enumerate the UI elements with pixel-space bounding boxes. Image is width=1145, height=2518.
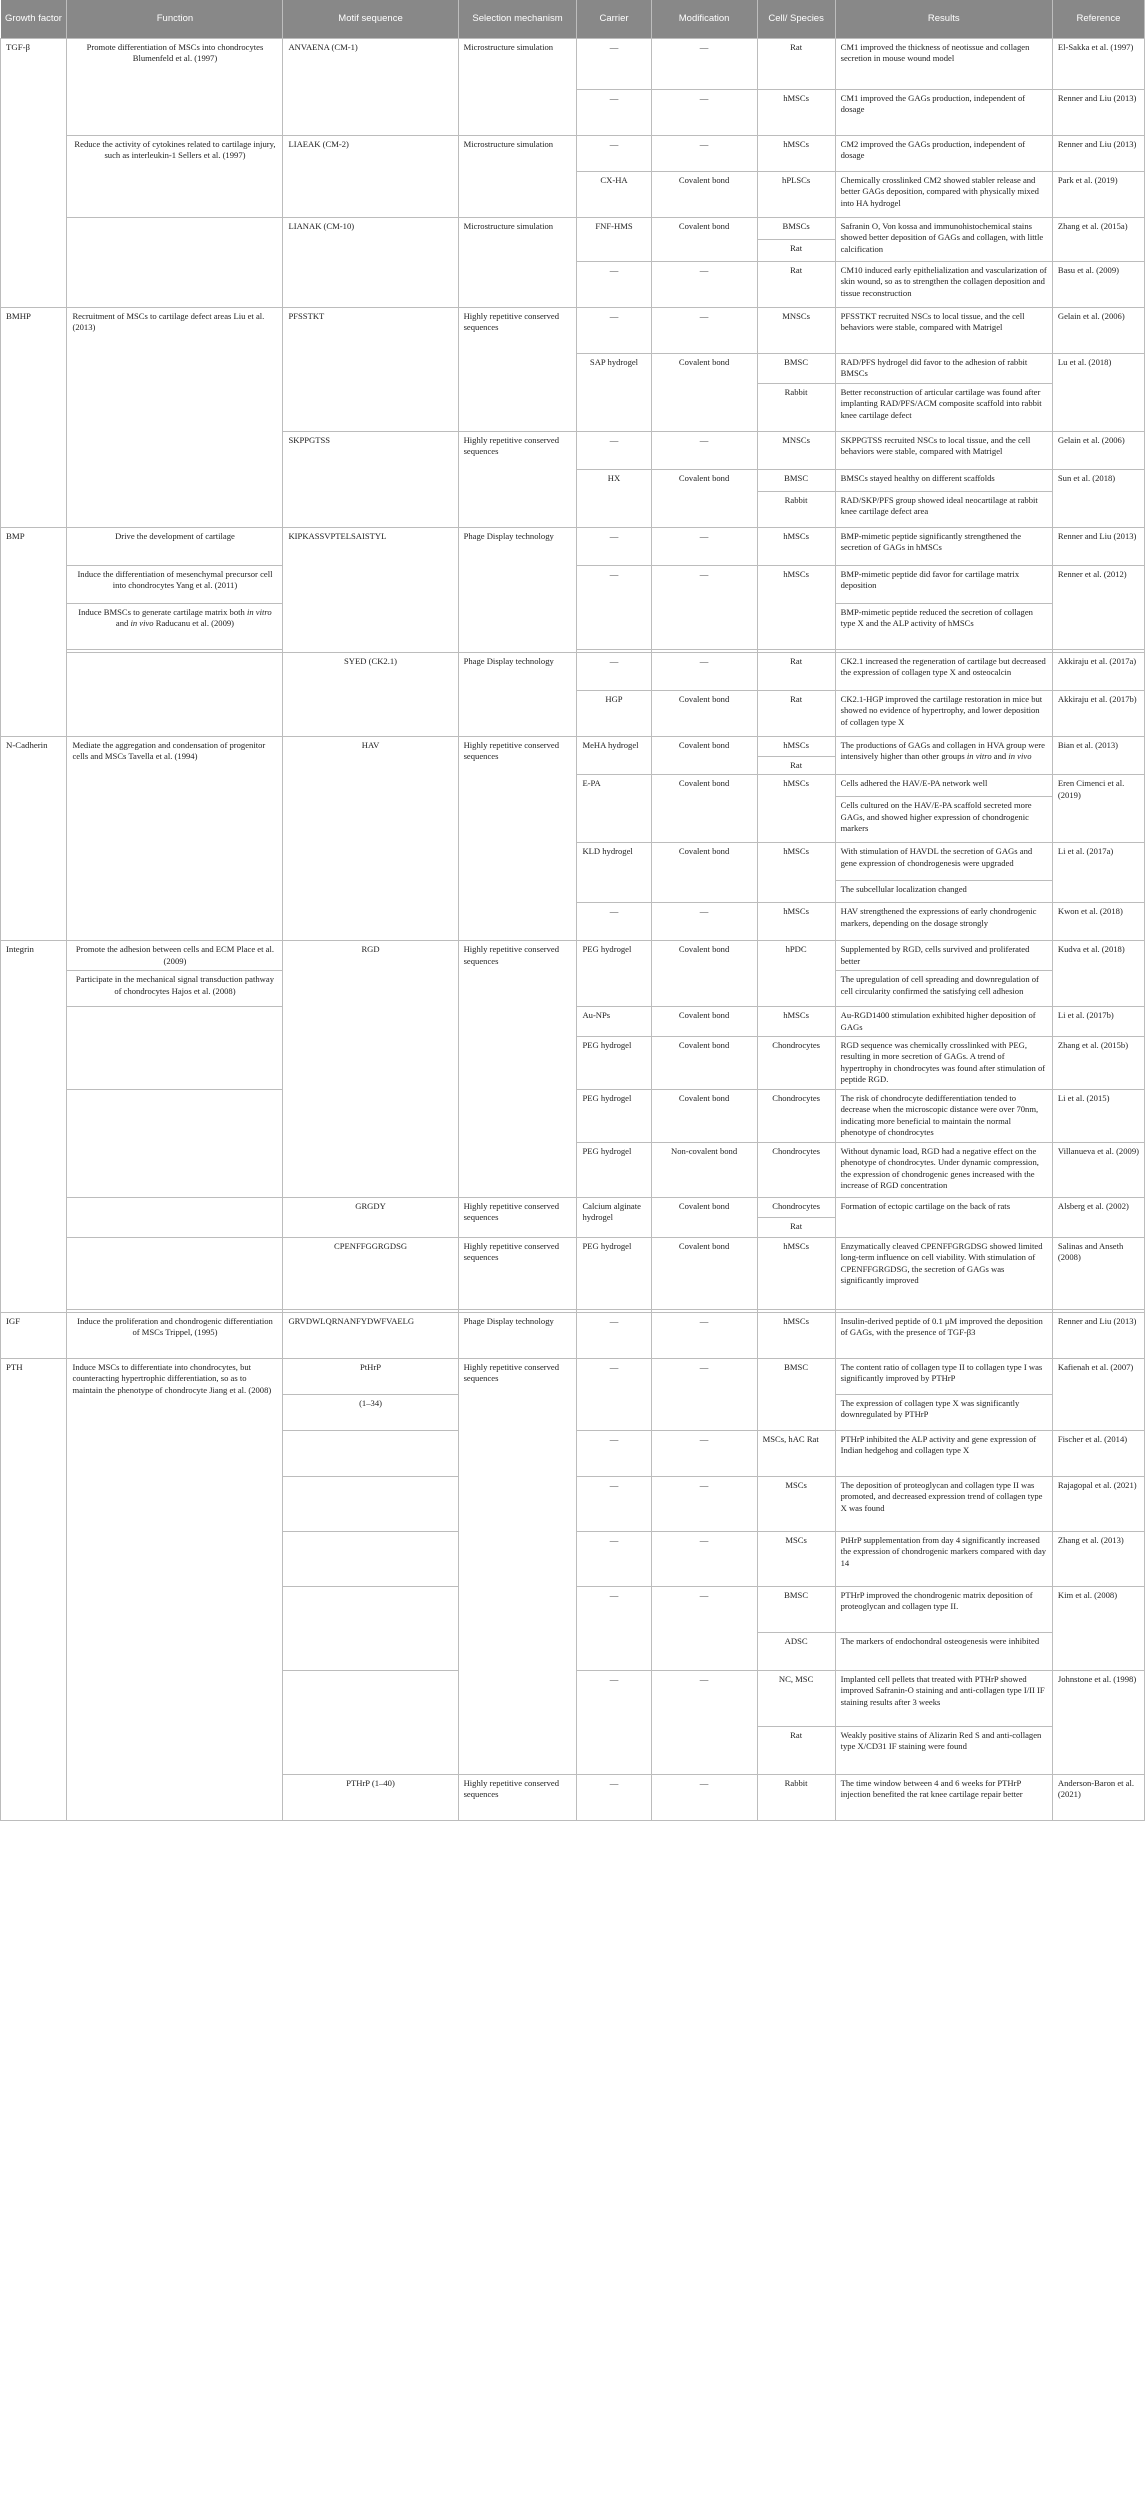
table-row	[1, 218, 1145, 240]
results-cell: BMP-mimetic peptide significantly strengthened the secretion of GAGs in hMSCs	[835, 528, 1052, 566]
carrier-cell: —	[577, 262, 651, 308]
growth-factor-cell: BMHP	[1, 308, 67, 528]
function-cell: Participate in the mechanical signal transduction pathway of chondrocytes Hajos et al. (2008)	[67, 971, 283, 1007]
cell-species-cell: Chondrocytes	[757, 1037, 835, 1090]
table-row	[1, 653, 1145, 691]
results-cell: CK2.1 increased the regeneration of cartilage but decreased the expression of collagen type X and osteocalcin	[835, 653, 1052, 691]
function-cell: Induce MSCs to differentiate into chondrocytes, but counteracting hypertrophic differentiation, so as to maintain the phenotype of chondrocyte Jiang et al. (2008)	[67, 1359, 283, 1821]
cell-species-cell: MNSCs	[757, 432, 835, 470]
modification-cell: —	[651, 903, 757, 941]
growth-factor-cell: IGF	[1, 1313, 67, 1359]
carrier-cell: —	[577, 653, 651, 691]
header-reference: Reference	[1052, 0, 1144, 39]
cell-species-cell: hMSCs	[757, 737, 835, 757]
modification-cell: —	[651, 1313, 757, 1359]
carrier-cell: —	[577, 566, 651, 650]
results-cell: Better reconstruction of articular cartilage was found after implanting RAD/PFS/ACM composite scaffold into rabbit knee cartilage defect	[835, 384, 1052, 432]
reference-cell: Akkiraju et al. (2017a)	[1052, 653, 1144, 691]
reference-cell: Zhang et al. (2015b)	[1052, 1037, 1144, 1090]
carrier-cell: CX-HA	[577, 172, 651, 218]
header-selection-mechanism: Selection mechanism	[458, 0, 577, 39]
header-cell-species: Cell/ Species	[757, 0, 835, 39]
carrier-cell: PEG hydrogel	[577, 1143, 651, 1198]
function-cell: Induce the proliferation and chondrogenic differentiation of MSCs Trippel, (1995)	[67, 1313, 283, 1359]
results-cell: The subcellular localization changed	[835, 881, 1052, 903]
cell-species-cell: BMSC	[757, 1587, 835, 1633]
modification-cell: Covalent bond	[651, 941, 757, 1007]
reference-cell: Renner and Liu (2013)	[1052, 1313, 1144, 1359]
growth-factor-cell: Integrin	[1, 941, 67, 1313]
reference-cell: Park et al. (2019)	[1052, 172, 1144, 218]
table-row	[1, 136, 1145, 172]
mechanism-cell: Highly repetitive conserved sequences	[458, 737, 577, 941]
carrier-cell: —	[577, 136, 651, 172]
motif-cell: GRGDY	[283, 1198, 458, 1238]
results-cell: PtHrP supplementation from day 4 significantly increased the expression of chondrogenic markers compared with day 14	[835, 1532, 1052, 1587]
header-results: Results	[835, 0, 1052, 39]
modification-cell: —	[651, 566, 757, 650]
carrier-cell: PEG hydrogel	[577, 1238, 651, 1310]
motif-cell	[283, 1671, 458, 1775]
modification-cell: Covalent bond	[651, 1198, 757, 1238]
cell-species-cell: MSCs, hAC Rat	[757, 1431, 835, 1477]
results-cell: Au-RGD1400 stimulation exhibited higher deposition of GAGs	[835, 1007, 1052, 1037]
cell-species-cell: Rabbit	[757, 1775, 835, 1821]
modification-cell: Covalent bond	[651, 1238, 757, 1310]
modification-cell: Covalent bond	[651, 775, 757, 843]
results-cell: PFSSTKT recruited NSCs to local tissue, and the cell behaviors were stable, compared with Matrigel	[835, 308, 1052, 354]
carrier-cell: —	[577, 1313, 651, 1359]
modification-cell: Covalent bond	[651, 1037, 757, 1090]
results-text-italic: in vitro	[966, 751, 992, 762]
results-cell: PTHrP improved the chondrogenic matrix deposition of proteoglycan and collagen type II.	[835, 1587, 1052, 1633]
mechanism-cell: Phage Display technology	[458, 653, 577, 737]
reference-cell: Li et al. (2017b)	[1052, 1007, 1144, 1037]
modification-cell: Covalent bond	[651, 218, 757, 262]
results-cell: Implanted cell pellets that treated with PTHrP showed improved Safranin-O staining and anti-collagen type I/II IF staining results after 3 weeks	[835, 1671, 1052, 1727]
modification-cell: —	[651, 1477, 757, 1532]
carrier-cell: —	[577, 432, 651, 470]
cell-species-cell: ADSC	[757, 1633, 835, 1671]
table-row	[1, 1313, 1145, 1359]
function-cell	[67, 653, 283, 737]
cell-species-cell: Chondrocytes	[757, 1143, 835, 1198]
reference-cell: Kudva et al. (2018)	[1052, 941, 1144, 1007]
carrier-cell: KLD hydrogel	[577, 843, 651, 903]
function-text: and	[115, 618, 131, 629]
modification-cell: Covalent bond	[651, 1090, 757, 1143]
motif-cell: SYED (CK2.1)	[283, 653, 458, 737]
carrier-cell: HX	[577, 470, 651, 528]
reference-cell: Bian et al. (2013)	[1052, 737, 1144, 775]
motif-cell: GRVDWLQRNANFYDWFVAELG	[283, 1313, 458, 1359]
reference-cell: Kwon et al. (2018)	[1052, 903, 1144, 941]
cell-species-cell: Rat	[757, 691, 835, 737]
results-cell: Safranin O, Von kossa and immunohistochemical stains showed better deposition of GAGs and collagen, with little calcification	[835, 218, 1052, 262]
results-cell: CK2.1-HGP improved the cartilage restoration in mice but showed no evidence of hypertrophy, and lower deposition of collagen type X	[835, 691, 1052, 737]
cell-species-cell: hMSCs	[757, 903, 835, 941]
cell-species-cell: Rat	[757, 653, 835, 691]
cell-species-cell: Chondrocytes	[757, 1198, 835, 1218]
results-cell: The markers of endochondral osteogenesis were inhibited	[835, 1633, 1052, 1671]
results-cell: The risk of chondrocyte dedifferentiation tended to decrease when the microscopic distance were over 70nm, indicating more beneficial to maintain the normal phenotype of chondrocytes	[835, 1090, 1052, 1143]
carrier-cell: HGP	[577, 691, 651, 737]
results-text: and	[991, 751, 1009, 762]
reference-cell: Kim et al. (2008)	[1052, 1587, 1144, 1671]
growth-factor-cell: PTH	[1, 1359, 67, 1821]
cell-species-cell: hMSCs	[757, 1313, 835, 1359]
mechanism-cell: Highly repetitive conserved sequences	[458, 1238, 577, 1310]
cell-species-cell: BMSCs	[757, 218, 835, 240]
modification-cell: —	[651, 39, 757, 90]
modification-cell: —	[651, 1431, 757, 1477]
header-function: Function	[67, 0, 283, 39]
results-cell: CM1 improved the thickness of neotissue and collagen secretion in mouse wound model	[835, 39, 1052, 90]
table-row	[1, 1359, 1145, 1395]
motif-cell: PTHrP (1–40)	[283, 1775, 458, 1821]
results-cell: RAD/PFS hydrogel did favor to the adhesion of rabbit BMSCs	[835, 354, 1052, 384]
results-cell: The content ratio of collagen type II to collagen type I was significantly improved by PTHrP	[835, 1359, 1052, 1395]
mechanism-cell: Highly repetitive conserved sequences	[458, 308, 577, 432]
motif-cell: LIANAK (CM-10)	[283, 218, 458, 308]
cell-species-cell: MSCs	[757, 1477, 835, 1532]
cell-species-cell: Rabbit	[757, 384, 835, 432]
modification-cell: —	[651, 528, 757, 566]
cell-species-cell: hMSCs	[757, 528, 835, 566]
function-cell: Reduce the activity of cytokines related to cartilage injury, such as interleukin-1 Sellers et al. (1997)	[67, 136, 283, 218]
carrier-cell: —	[577, 1477, 651, 1532]
results-cell: Supplemented by RGD, cells survived and proliferated better	[835, 941, 1052, 971]
modification-cell: —	[651, 308, 757, 354]
function-cell	[67, 1090, 283, 1198]
results-cell: RGD sequence was chemically crosslinked with PEG, resulting in more secretion of GAGs. A trend of hypertrophy in chondrocytes was found after stimulation of peptide RGD.	[835, 1037, 1052, 1090]
results-cell: Insulin-derived peptide of 0.1 μM improved the deposition of GAGs, with the presence of TGF-β3	[835, 1313, 1052, 1359]
mechanism-cell: Highly repetitive conserved sequences	[458, 941, 577, 1198]
reference-cell: Renner and Liu (2013)	[1052, 528, 1144, 566]
reference-cell: Li et al. (2015)	[1052, 1090, 1144, 1143]
cell-species-cell: Rat	[757, 262, 835, 308]
modification-cell: —	[651, 653, 757, 691]
function-text-italic: in vitro	[246, 607, 272, 617]
results-cell: CM2 improved the GAGs production, independent of dosage	[835, 136, 1052, 172]
results-cell: Chemically crosslinked CM2 showed stabler release and better GAGs deposition, compared with physically mixed into HA hydrogel	[835, 172, 1052, 218]
header-modification: Modification	[651, 0, 757, 39]
cell-species-cell: hMSCs	[757, 1007, 835, 1037]
motif-cell: PFSSTKT	[283, 308, 458, 432]
function-cell	[67, 1238, 283, 1310]
growth-factor-cell: N-Cadherin	[1, 737, 67, 941]
carrier-cell: SAP hydrogel	[577, 354, 651, 432]
modification-cell: —	[651, 136, 757, 172]
mechanism-cell: Highly repetitive conserved sequences	[458, 1775, 577, 1821]
motif-cell: KIPKASSVPTELSAISTYL	[283, 528, 458, 653]
motif-cell: RGD	[283, 941, 458, 1198]
reference-cell: Villanueva et al. (2009)	[1052, 1143, 1144, 1198]
reference-cell: Anderson-Baron et al. (2021)	[1052, 1775, 1144, 1821]
mechanism-cell: Phage Display technology	[458, 1313, 577, 1359]
results-cell: Without dynamic load, RGD had a negative effect on the phenotype of chondrocytes. Under dynamic compression, the expression of chondrogenic genes increased with the increase of RGD concentration	[835, 1143, 1052, 1198]
cell-species-cell: Rat	[757, 1727, 835, 1775]
function-cell	[67, 604, 283, 650]
results-cell: The upregulation of cell spreading and downregulation of cell circularity confirmed the satisfying cell adhesion	[835, 971, 1052, 1007]
carrier-cell: —	[577, 1359, 651, 1431]
modification-cell: Covalent bond	[651, 470, 757, 528]
mechanism-cell: Highly repetitive conserved sequences	[458, 1198, 577, 1238]
modification-cell: Covalent bond	[651, 691, 757, 737]
carrier-cell: E-PA	[577, 775, 651, 843]
function-cell: Promote differentiation of MSCs into chondrocytes Blumenfeld et al. (1997)	[67, 39, 283, 136]
reference-cell: Kafienah et al. (2007)	[1052, 1359, 1144, 1431]
motif-cell	[283, 1431, 458, 1477]
reference-cell: Renner and Liu (2013)	[1052, 136, 1144, 172]
reference-cell: Renner and Liu (2013)	[1052, 90, 1144, 136]
cell-species-cell: Rat	[757, 757, 835, 775]
results-cell: The expression of collagen type X was significantly downregulated by PTHrP	[835, 1395, 1052, 1431]
motif-cell: PtHrP	[283, 1359, 458, 1395]
results-text-italic: in vivo	[1008, 751, 1032, 762]
reference-cell: Alsberg et al. (2002)	[1052, 1198, 1144, 1238]
growth-factor-cell: BMP	[1, 528, 67, 737]
carrier-cell: —	[577, 308, 651, 354]
reference-cell: Li et al. (2017a)	[1052, 843, 1144, 903]
results-cell: HAV strengthened the expressions of early chondrogenic markers, depending on the dosage strongly	[835, 903, 1052, 941]
carrier-cell: PEG hydrogel	[577, 1090, 651, 1143]
mechanism-cell: Microstructure simulation	[458, 218, 577, 308]
function-cell: Induce the differentiation of mesenchymal precursor cell into chondrocytes Yang et al. (2011)	[67, 566, 283, 604]
motif-cell: HAV	[283, 737, 458, 941]
motif-cell: ANVAENA (CM-1)	[283, 39, 458, 136]
results-cell: BMP-mimetic peptide did favor for cartilage matrix deposition	[835, 566, 1052, 604]
carrier-cell: —	[577, 1775, 651, 1821]
reference-cell: Sun et al. (2018)	[1052, 470, 1144, 528]
reference-cell: Akkiraju et al. (2017b)	[1052, 691, 1144, 737]
results-cell: SKPPGTSS recruited NSCs to local tissue, and the cell behaviors were stable, compared with Matrigel	[835, 432, 1052, 470]
modification-cell: Covalent bond	[651, 354, 757, 432]
motif-cell	[283, 1587, 458, 1671]
table-row	[1, 39, 1145, 90]
function-cell	[67, 1007, 283, 1090]
function-cell: Mediate the aggregation and condensation of progenitor cells and MSCs Tavella et al. (1994)	[67, 737, 283, 941]
function-text: Raducanu et al. (2009)	[153, 618, 235, 629]
results-cell: Enzymatically cleaved CPENFFGRGDSG showed limited long-term influence on cell viability. With stimulation of CPENFFGRGDSG, the secretion of GAGs was significantly improved	[835, 1238, 1052, 1310]
table-row	[1, 1198, 1145, 1218]
header-carrier: Carrier	[577, 0, 651, 39]
function-cell	[67, 218, 283, 308]
cell-species-cell: MSCs	[757, 1532, 835, 1587]
results-cell: RAD/SKP/PFS group showed ideal neocartilage at rabbit knee cartilage defect area	[835, 492, 1052, 528]
reference-cell: Fischer et al. (2014)	[1052, 1431, 1144, 1477]
cell-species-cell: Rat	[757, 1218, 835, 1238]
cell-species-cell: hMSCs	[757, 1238, 835, 1310]
table-header-row	[1, 0, 1145, 39]
cell-species-cell: hMSCs	[757, 775, 835, 843]
function-cell: Drive the development of cartilage	[67, 528, 283, 566]
cell-species-cell: hPLSCs	[757, 172, 835, 218]
modification-cell: Covalent bond	[651, 843, 757, 903]
modification-cell: Covalent bond	[651, 737, 757, 775]
cell-species-cell: Chondrocytes	[757, 1090, 835, 1143]
motif-cell	[283, 1477, 458, 1532]
reference-cell: Renner et al. (2012)	[1052, 566, 1144, 650]
results-cell: PTHrP inhibited the ALP activity and gene expression of Indian hedgehog and collagen type X	[835, 1431, 1052, 1477]
carrier-cell: —	[577, 1532, 651, 1587]
modification-cell: —	[651, 90, 757, 136]
results-cell: The deposition of proteoglycan and collagen type II was promoted, and decreased expression trend of collagen type X was found	[835, 1477, 1052, 1532]
cell-species-cell: MNSCs	[757, 308, 835, 354]
modification-cell: Covalent bond	[651, 172, 757, 218]
mechanism-cell: Phage Display technology	[458, 528, 577, 653]
cell-species-cell: hMSCs	[757, 843, 835, 903]
table-row	[1, 1238, 1145, 1310]
function-cell: Promote the adhesion between cells and ECM Place et al. (2009)	[67, 941, 283, 971]
carrier-cell: —	[577, 1671, 651, 1775]
table-row	[1, 941, 1145, 971]
reference-cell: Zhang et al. (2013)	[1052, 1532, 1144, 1587]
header-motif-sequence: Motif sequence	[283, 0, 458, 39]
carrier-cell: FNF-HMS	[577, 218, 651, 262]
results-cell	[835, 737, 1052, 775]
carrier-cell: —	[577, 39, 651, 90]
results-cell: With stimulation of HAVDL the secretion of GAGs and gene expression of chondrogenesis were upgraded	[835, 843, 1052, 881]
results-cell: The time window between 4 and 6 weeks for PTHrP injection benefited the rat knee cartilage repair better	[835, 1775, 1052, 1821]
carrier-cell: —	[577, 1431, 651, 1477]
cell-species-cell: BMSC	[757, 354, 835, 384]
carrier-cell: —	[577, 903, 651, 941]
header-growth-factor: Growth factor	[1, 0, 67, 39]
table-row	[1, 528, 1145, 566]
table-row	[1, 737, 1145, 757]
cell-species-cell: hPDC	[757, 941, 835, 1007]
modification-cell: —	[651, 1587, 757, 1671]
motif-cell	[283, 1532, 458, 1587]
modification-cell: —	[651, 1359, 757, 1431]
carrier-cell: —	[577, 528, 651, 566]
motif-cell: LIAEAK (CM-2)	[283, 136, 458, 218]
cell-species-cell: BMSC	[757, 1359, 835, 1431]
carrier-cell: Calcium alginate hydrogel	[577, 1198, 651, 1238]
reference-cell: Gelain et al. (2006)	[1052, 432, 1144, 470]
reference-cell: Lu et al. (2018)	[1052, 354, 1144, 432]
modification-cell: —	[651, 432, 757, 470]
carrier-cell: —	[577, 1587, 651, 1671]
modification-cell: —	[651, 1671, 757, 1775]
function-text: Induce BMSCs to generate cartilage matrix both	[78, 607, 247, 617]
function-cell	[67, 1198, 283, 1238]
cell-species-cell: NC, MSC	[757, 1671, 835, 1727]
mechanism-cell: Microstructure simulation	[458, 136, 577, 218]
reference-cell: Basu et al. (2009)	[1052, 262, 1144, 308]
reference-cell: Rajagopal et al. (2021)	[1052, 1477, 1144, 1532]
cell-species-cell: BMSC	[757, 470, 835, 492]
reference-cell: Zhang et al. (2015a)	[1052, 218, 1144, 262]
results-cell: Cells cultured on the HAV/E-PA scaffold secreted more GAGs, and showed higher expression of chondrogenic markers	[835, 797, 1052, 843]
reference-cell: Gelain et al. (2006)	[1052, 308, 1144, 354]
results-text: The productions of GAGs and collagen in HVA group were intensively higher than other groups	[840, 740, 1045, 762]
motif-cell: (1–34)	[283, 1395, 458, 1431]
carrier-cell: —	[577, 90, 651, 136]
mechanism-cell: Highly repetitive conserved sequences	[458, 432, 577, 528]
reference-cell: Eren Cimenci et al. (2019)	[1052, 775, 1144, 843]
results-cell: BMSCs stayed healthy on different scaffolds	[835, 470, 1052, 492]
modification-cell: —	[651, 1775, 757, 1821]
modification-cell: Non-covalent bond	[651, 1143, 757, 1198]
cell-species-cell: Rabbit	[757, 492, 835, 528]
cell-species-cell: hMSCs	[757, 566, 835, 650]
results-cell: Formation of ectopic cartilage on the back of rats	[835, 1198, 1052, 1238]
carrier-cell: MeHA hydrogel	[577, 737, 651, 775]
cell-species-cell: hMSCs	[757, 90, 835, 136]
cell-species-cell: Rat	[757, 39, 835, 90]
reference-cell: El-Sakka et al. (1997)	[1052, 39, 1144, 90]
carrier-cell: PEG hydrogel	[577, 1037, 651, 1090]
table-row	[1, 308, 1145, 354]
function-cell: Recruitment of MSCs to cartilage defect areas Liu et al. (2013)	[67, 308, 283, 528]
growth-factor-cell: TGF-β	[1, 39, 67, 308]
function-text-italic: in vivo	[130, 618, 154, 629]
mechanism-cell: Highly repetitive conserved sequences	[458, 1359, 577, 1775]
carrier-cell: Au-NPs	[577, 1007, 651, 1037]
results-cell: CM10 induced early epithelialization and vascularization of skin wound, so as to strengthen the collagen deposition and tissue reconstruction	[835, 262, 1052, 308]
mechanism-cell: Microstructure simulation	[458, 39, 577, 136]
results-cell: Weakly positive stains of Alizarin Red S and anti-collagen type X/CD31 IF staining were found	[835, 1727, 1052, 1775]
modification-cell: Covalent bond	[651, 1007, 757, 1037]
results-cell: CM1 improved the GAGs production, independent of dosage	[835, 90, 1052, 136]
reference-cell: Johnstone et al. (1998)	[1052, 1671, 1144, 1775]
results-cell: Cells adhered the HAV/E-PA network well	[835, 775, 1052, 797]
modification-cell: —	[651, 262, 757, 308]
motif-cell: CPENFFGGRGDSG	[283, 1238, 458, 1310]
motif-cell: SKPPGTSS	[283, 432, 458, 528]
cell-species-cell: Rat	[757, 240, 835, 262]
cell-species-cell: hMSCs	[757, 136, 835, 172]
results-cell: BMP-mimetic peptide reduced the secretion of collagen type X and the ALP activity of hMSCs	[835, 604, 1052, 650]
modification-cell: —	[651, 1532, 757, 1587]
carrier-cell: PEG hydrogel	[577, 941, 651, 1007]
reference-cell: Salinas and Anseth (2008)	[1052, 1238, 1144, 1310]
